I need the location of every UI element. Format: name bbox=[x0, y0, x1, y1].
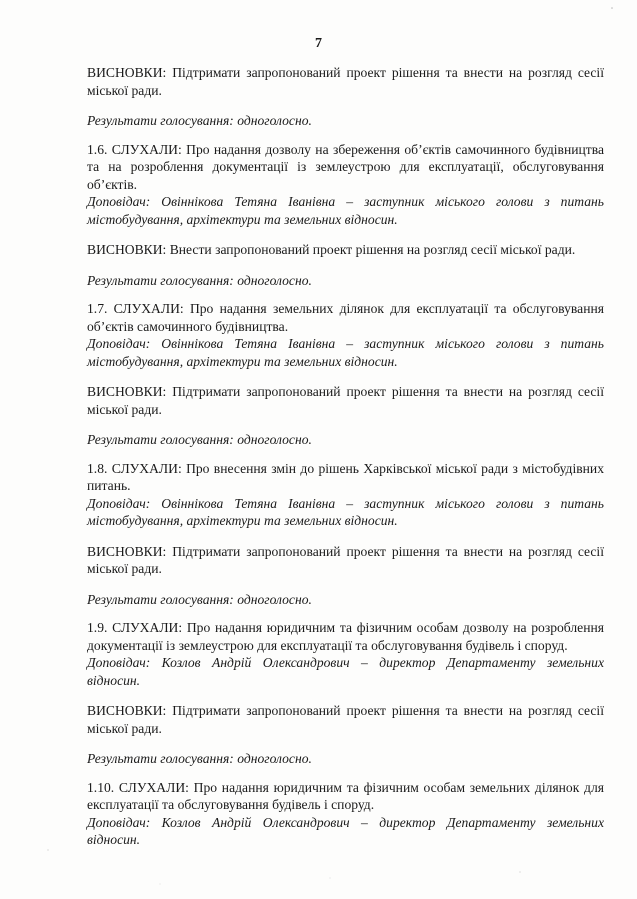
agenda-item-speaker: Доповідач: Овіннікова Тетяна Іванівна – заступник міського голови з питань містобудування, архітектури та земельних відносин. bbox=[87, 495, 604, 528]
conclusion-paragraph: ВИСНОВКИ: Внести запропонований проект рішення на розгляд сесії міської ради. bbox=[87, 242, 576, 257]
vote-result: Результати голосування: одноголосно. bbox=[87, 591, 312, 607]
agenda-item-1-6 bbox=[87, 141, 604, 229]
vote-result: Результати голосування: одноголосно. bbox=[87, 272, 312, 288]
vote-result: Результати голосування: одноголосно. bbox=[87, 432, 312, 447]
page-content bbox=[87, 64, 604, 862]
agenda-item-1-9 bbox=[87, 619, 604, 689]
vote-result: Результати голосування: одноголосно. bbox=[87, 113, 312, 128]
agenda-item-speaker: Доповідач: Козлов Андрій Олександрович – директор Департаменту земельних відносин. bbox=[87, 814, 604, 847]
agenda-item-speaker: Доповідач: Овіннікова Тетяна Іванівна – заступник міського голови з питань містобудування, архітектури та земельних відносин. bbox=[87, 194, 604, 227]
agenda-item-heading: 1.10. СЛУХАЛИ: Про надання юридичним та фізичним особам земельних ділянок для експлуатації та обслуговування будівель і споруд. bbox=[87, 779, 604, 812]
agenda-item-heading: 1.7. СЛУХАЛИ: Про надання земельних ділянок для експлуатації та обслуговування об’єктів самочинного будівництва. bbox=[87, 301, 604, 334]
conclusion-paragraph: ВИСНОВКИ: Підтримати запропонований проект рішення та внести на розгляд сесії міської ради. bbox=[87, 703, 604, 736]
conclusion-paragraph: ВИСНОВКИ: Підтримати запропонований проект рішення та внести на розгляд сесії міської ради. bbox=[87, 543, 604, 576]
agenda-item-heading: 1.6. СЛУХАЛИ: Про надання дозволу на збереження об’єктів самочинного будівництва та на розроблення документації із землеустрою для експлуатації, обслуговування об’єктів. bbox=[87, 141, 604, 192]
agenda-item-1-7 bbox=[87, 300, 604, 370]
conclusion-paragraph: ВИСНОВКИ: Підтримати запропонований проект рішення та внести на розгляд сесії міської ради. bbox=[87, 65, 604, 98]
page-number: 7 bbox=[315, 36, 322, 51]
agenda-item-speaker: Доповідач: Овіннікова Тетяна Іванівна – заступник міського голови з питань містобудування, архітектури та земельних відносин. bbox=[87, 336, 604, 369]
conclusion-paragraph: ВИСНОВКИ: Підтримати запропонований проект рішення та внести на розгляд сесії міської ради. bbox=[87, 384, 604, 417]
agenda-item-1-10 bbox=[87, 779, 604, 849]
agenda-item-heading: 1.9. СЛУХАЛИ: Про надання юридичним та фізичним особам дозволу на розроблення документації із землеустрою для експлуатації та обслуговування будівель і споруд. bbox=[87, 620, 604, 653]
agenda-item-1-8 bbox=[87, 460, 604, 530]
vote-result: Результати голосування: одноголосно. bbox=[87, 751, 312, 766]
agenda-item-speaker: Доповідач: Козлов Андрій Олександрович – директор Департаменту земельних відносин. bbox=[87, 655, 604, 688]
agenda-item-heading: 1.8. СЛУХАЛИ: Про внесення змін до рішень Харківської міської ради з містобудівних питань. bbox=[87, 460, 604, 493]
